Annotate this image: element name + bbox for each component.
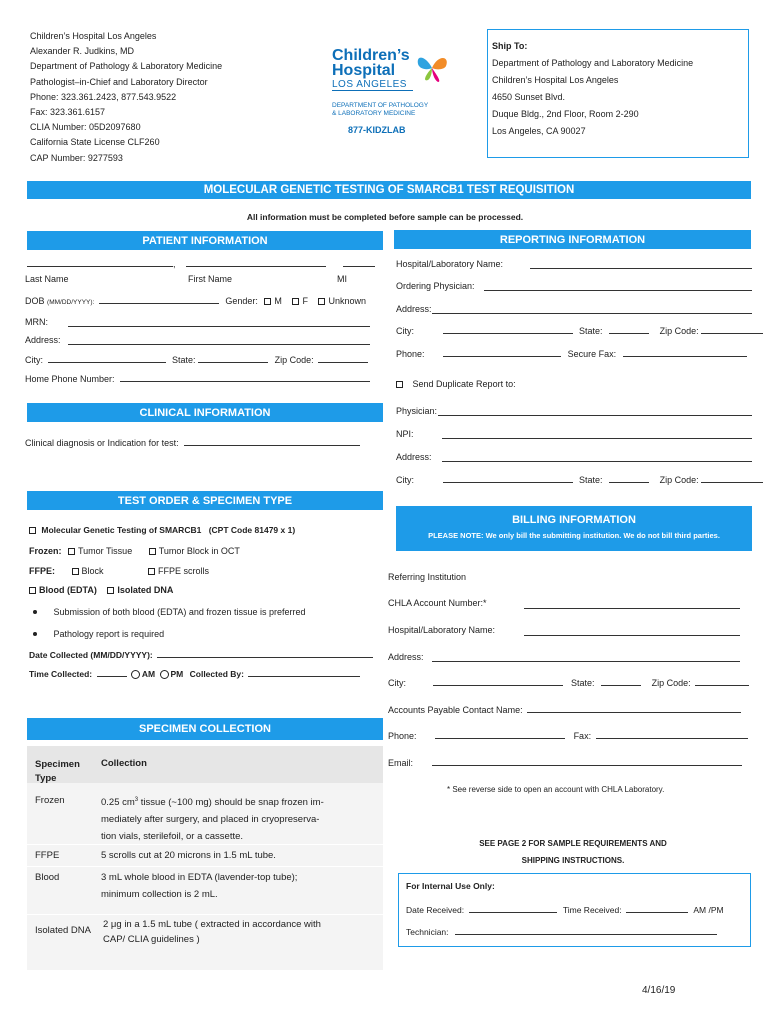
ship-to-line: Department of Pathology and Laboratory Medicine	[492, 58, 694, 68]
form-note: All information must be completed before sample can be processed.	[246, 212, 524, 222]
billing-city-row: City: State: Zip Code:	[388, 678, 749, 689]
page2-note-line1: SEE PAGE 2 FOR SAMPLE REQUIREMENTS AND	[479, 839, 667, 848]
logo-dept1: DEPARTMENT OF PATHOLOGY	[332, 102, 429, 109]
date-collected-field[interactable]	[157, 657, 373, 658]
lab-fax: Fax: 323.361.6157	[30, 107, 106, 118]
form-title: MOLECULAR GENETIC TESTING OF SMARCB1 TEST REQUISITION	[27, 181, 751, 199]
mrn-label: MRN:	[25, 317, 48, 327]
logo-phone: 877-KIDZLAB	[348, 125, 406, 135]
pm-radio[interactable]	[160, 670, 169, 679]
specimen-table: Specimen Type Collection Frozen 0.25 $cm^3$ tissue (~100 mg) should be snap frozen im- mediately after surgery, and placed in cryopreserva- tion vials, sterilefoil, or a cassette. FFPE 5 scrolls cut at 20 microns in 1.5 mL tube. Blood 3 mL whole blood in EDTA (lavender-top tube); minimum collection is 2 mL. Isolated DNA 2 μg in a 1.5 mL tube ( extracted in accordance with CAP/ CLIA guidelines )	[27, 746, 383, 970]
billing-footnote: * See reverse side to open an account with CHLA Laboratory.	[447, 785, 665, 794]
billing-address-field[interactable]	[432, 661, 740, 662]
tumor-block-checkbox[interactable]	[149, 548, 156, 555]
test-order-header: TEST ORDER & SPECIMEN TYPE	[27, 491, 383, 510]
billing-hospital-field[interactable]	[524, 635, 740, 636]
patient-zip-field[interactable]	[318, 362, 368, 363]
frozen-row: Frozen: Tumor Tissue Tumor Block in OCT	[29, 546, 240, 556]
reporting-hospital-field[interactable]	[530, 268, 752, 269]
lab-phone: Phone: 323.361.2423, 877.543.9522	[30, 91, 177, 102]
footer-date: 4/16/19	[642, 985, 676, 996]
internal-use-box	[398, 873, 751, 947]
table-row: Blood 3 mL whole blood in EDTA (lavender-top tube); minimum collection is 2 mL.	[27, 866, 383, 867]
page2-note-line2: SHIPPING INSTRUCTIONS.	[521, 856, 625, 865]
patient-address-field[interactable]	[68, 344, 370, 345]
lab-info	[30, 29, 222, 166]
dup-physician-field[interactable]	[438, 415, 752, 416]
billing-fax-field[interactable]	[596, 738, 748, 739]
billing-address-label: Address:	[388, 652, 424, 662]
clinical-info-header: CLINICAL INFORMATION	[27, 403, 383, 422]
first-name-field[interactable]	[186, 266, 326, 267]
ship-to-line: Duque Bldg., 2nd Floor, Room 2-290	[492, 109, 639, 119]
patient-city-field[interactable]	[48, 362, 166, 363]
ffpe-scrolls-checkbox[interactable]	[148, 568, 155, 575]
patient-state-field[interactable]	[198, 362, 268, 363]
table-row: FFPE 5 scrolls cut at 20 microns in 1.5 mL tube.	[27, 844, 383, 845]
chla-account-field[interactable]	[524, 608, 740, 609]
chla-account-label: CHLA Account Number:*	[388, 598, 487, 608]
billing-state-field[interactable]	[601, 685, 641, 686]
billing-header: BILLING INFORMATION PLEASE NOTE: We only bill the submitting institution. We do not bill third parties.	[396, 506, 752, 551]
patient-info-header: PATIENT INFORMATION	[27, 231, 383, 250]
ordering-physician-label: Ordering Physician:	[396, 281, 475, 291]
npi-field[interactable]	[442, 438, 752, 439]
last-name-label: Last Name	[25, 274, 69, 284]
am-radio[interactable]	[131, 670, 140, 679]
specimen-collection-header: SPECIMEN COLLECTION	[27, 718, 383, 740]
ship-to-line: Children’s Hospital Los Angeles	[492, 75, 619, 85]
director-title: Pathologist–in-Chief and Laboratory Director	[30, 76, 208, 87]
duplicate-report-row: Send Duplicate Report to:	[396, 379, 516, 390]
ship-to-line: 4650 Sunset Blvd.	[492, 92, 566, 102]
col-collection: Collection	[101, 758, 147, 769]
reporting-hospital-label: Hospital/Laboratory Name:	[396, 259, 504, 269]
billing-phone-field[interactable]	[435, 738, 565, 739]
gender-f-checkbox[interactable]	[292, 298, 299, 305]
time-received-field[interactable]	[626, 912, 688, 913]
logo-line1: Children’s	[332, 47, 410, 64]
ship-to-title: Ship To:	[492, 41, 528, 51]
billing-phone-row: Phone: Fax:	[388, 731, 748, 742]
dob-field[interactable]	[99, 303, 219, 304]
ordering-physician-field[interactable]	[484, 290, 752, 291]
dup-city-field[interactable]	[443, 482, 573, 483]
patient-city-row: City: State: Zip Code:	[25, 355, 368, 366]
ship-to-box	[487, 29, 749, 158]
home-phone-field[interactable]	[120, 381, 370, 382]
first-name-label: First Name	[188, 274, 233, 284]
table-row: Isolated DNA 2 μg in a 1.5 mL tube ( extracted in accordance with CAP/ CLIA guidelines )	[27, 914, 383, 915]
reporting-phone-field[interactable]	[443, 356, 561, 357]
bullet-pathology-report: Pathology report is required	[33, 629, 164, 640]
gender-unknown-checkbox[interactable]	[318, 298, 325, 305]
reporting-state-field[interactable]	[609, 333, 649, 334]
home-phone-row: Home Phone Number:	[25, 374, 370, 385]
billing-email-field[interactable]	[432, 765, 742, 766]
logo-line2: Hospital	[332, 62, 396, 79]
npi-label: NPI:	[396, 429, 414, 439]
dup-physician-label: Physician:	[396, 406, 438, 416]
block-checkbox[interactable]	[72, 568, 79, 575]
ffpe-row: FFPE: Block FFPE scrolls	[29, 566, 210, 576]
smarcb1-test-checkbox[interactable]	[29, 527, 36, 534]
reporting-city-field[interactable]	[443, 333, 573, 334]
technician-field[interactable]	[455, 934, 717, 935]
internal-use-title: For Internal Use Only:	[406, 881, 495, 891]
butterfly-icon	[414, 52, 450, 84]
dup-zip-field[interactable]	[701, 482, 763, 483]
logo-line3: LOS ANGELES	[332, 79, 413, 91]
mi-label: MI	[337, 274, 347, 284]
patient-address-label: Address:	[25, 335, 61, 345]
dup-address-label: Address:	[396, 452, 432, 462]
ap-contact-row: Accounts Payable Contact Name:	[388, 705, 741, 716]
cap-number: CAP Number: 9277593	[30, 152, 123, 163]
dup-state-field[interactable]	[609, 482, 649, 483]
col-specimen-type: Specimen Type	[35, 759, 80, 784]
reporting-address-field[interactable]	[432, 313, 752, 314]
billing-hospital-label: Hospital/Laboratory Name:	[388, 625, 496, 635]
chla-logo	[328, 48, 458, 143]
tumor-tissue-checkbox[interactable]	[68, 548, 75, 555]
reporting-address-label: Address:	[396, 304, 432, 314]
referring-institution: Referring Institution	[388, 572, 467, 582]
duplicate-report-checkbox[interactable]	[396, 381, 403, 388]
collected-by-field[interactable]	[248, 676, 360, 677]
blood-edta-checkbox[interactable]	[29, 587, 36, 594]
lab-name: Children’s Hospital Los Angeles	[30, 31, 157, 41]
blood-dna-row: Blood (EDTA) Isolated DNA	[29, 585, 173, 596]
gender-m-checkbox[interactable]	[264, 298, 271, 305]
reporting-city-row: City: State: Zip Code:	[396, 326, 763, 337]
dup-address-field[interactable]	[442, 461, 752, 462]
technician-row: Technician:	[406, 927, 717, 938]
billing-email-row: Email:	[388, 758, 742, 769]
bullet-preferred: Submission of both blood (EDTA) and frozen tissue is preferred	[33, 607, 305, 618]
time-collected-field[interactable]	[97, 676, 127, 677]
clinical-diagnosis-row: Clinical diagnosis or Indication for test:	[25, 438, 360, 449]
mrn-field[interactable]	[68, 326, 370, 327]
reporting-phone-row: Phone: Secure Fax:	[396, 349, 747, 360]
dob-row: DOB (MM/DD/YYYY): Gender: M F Unknown	[25, 296, 366, 306]
billing-city-field[interactable]	[433, 685, 563, 686]
date-received-field[interactable]	[469, 912, 557, 913]
mi-field[interactable]	[343, 266, 375, 267]
last-name-field[interactable]	[27, 266, 173, 267]
reporting-secure-fax-field[interactable]	[623, 356, 747, 357]
clinical-diagnosis-field[interactable]	[184, 445, 360, 446]
date-received-row: Date Received: Time Received: AM /PM	[406, 905, 724, 915]
reporting-zip-field[interactable]	[701, 333, 763, 334]
date-collected-row: Date Collected (MM/DD/YYYY):	[29, 650, 373, 661]
state-license: California State License CLF260	[30, 137, 160, 148]
department: Department of Pathology & Laboratory Medicine	[30, 61, 223, 72]
isolated-dna-checkbox[interactable]	[107, 587, 114, 594]
clia-number: CLIA Number: 05D2097680	[30, 122, 141, 133]
dup-city-row: City: State: Zip Code:	[396, 475, 763, 486]
reporting-info-header: REPORTING INFORMATION	[394, 230, 751, 249]
ap-contact-field[interactable]	[527, 712, 741, 713]
director-name: Alexander R. Judkins, MD	[30, 46, 135, 57]
time-collected-row: Time Collected: AM PM Collected By:	[29, 669, 360, 680]
ship-to-line: Los Angeles, CA 90027	[492, 126, 586, 136]
billing-zip-field[interactable]	[695, 685, 749, 686]
smarcb1-test-row: Molecular Genetic Testing of SMARCB1 (CPT Code 81479 x 1)	[29, 525, 295, 536]
table-header-row	[27, 746, 383, 783]
logo-dept2: & LABORATORY MEDICINE	[332, 110, 416, 117]
